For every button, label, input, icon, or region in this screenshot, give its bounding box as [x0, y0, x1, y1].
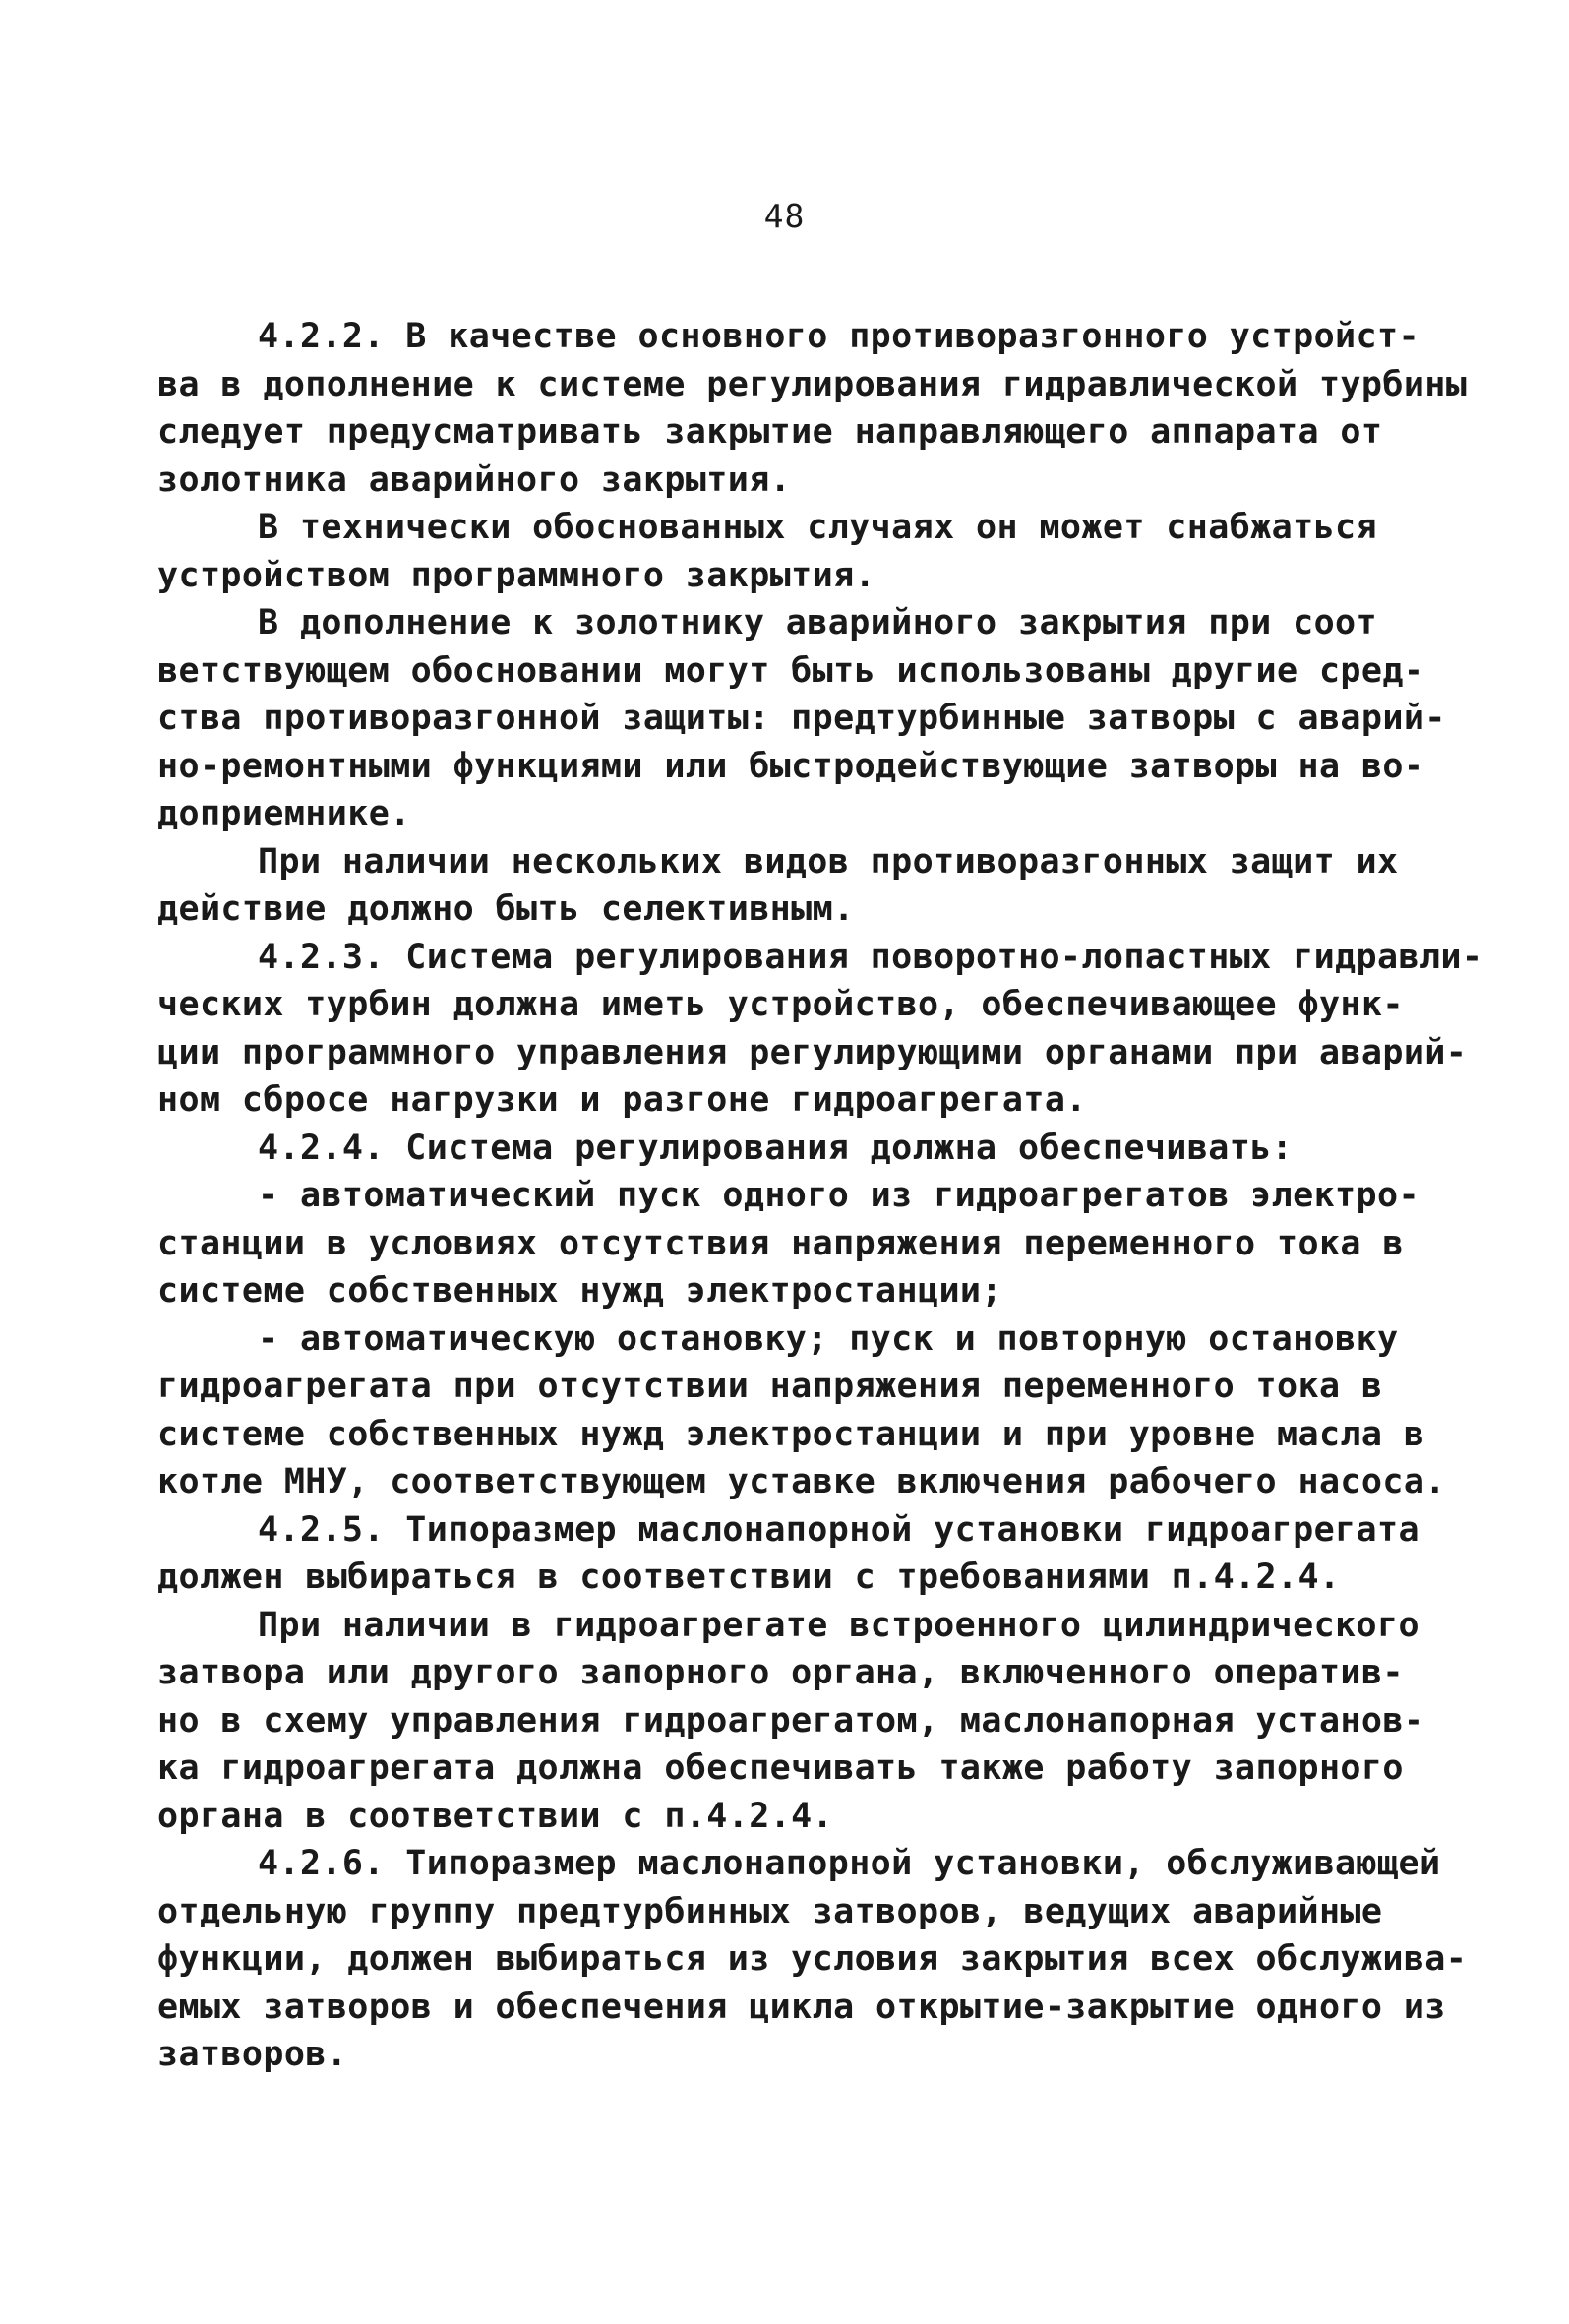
text-line: золотника аварийного закрытия. — [157, 459, 792, 500]
text-line: ва в дополнение к системе регулирования гидравлической турбины — [157, 364, 1468, 404]
text-line: доприемнике. — [157, 794, 411, 833]
text-line: - автоматический пуск одного из гидроагрегатов электро- — [258, 1176, 1419, 1215]
text-line: органа в соответствии с п.4.2.4. — [157, 1796, 834, 1836]
text-line: котле МНУ, соответствующем уставке включения рабочего насоса. — [157, 1462, 1446, 1501]
text-line: - автоматическую остановку; пуск и повторную остановку — [258, 1318, 1399, 1359]
text-line: гидроагрегата при отсутствии напряжения переменного тока в — [157, 1367, 1383, 1406]
text-line: 4.2.6. Типоразмер маслонапорной установки, обслуживающей — [258, 1844, 1441, 1883]
text-line: ции программного управления регулирующими органами при аварий- — [157, 1032, 1468, 1072]
text-line: емых затворов и обеспечения цикла открытие-закрытие одного из — [157, 1987, 1446, 2027]
text-line: затворов. — [157, 2035, 348, 2074]
text-line: ческих турбин должна иметь устройство, обеспечивающее функ- — [157, 985, 1404, 1024]
text-line: отдельную группу предтурбинных затворов, ведущих аварийные — [157, 1891, 1383, 1931]
text-line: действие должно быть селективным. — [157, 889, 855, 929]
text-line: 4.2.2. В качестве основного противоразгонного устройст- — [258, 317, 1419, 356]
text-line: В технически обоснованных случаях он может снабжаться — [258, 508, 1378, 547]
text-line: ка гидроагрегата должна обеспечивать также работу запорного — [157, 1748, 1404, 1788]
body-text — [157, 313, 1483, 2079]
text-line: 4.2.3. Система регулирования поворотно-лопастных гидравли- — [258, 937, 1483, 977]
text-line: системе собственных нужд электростанции; — [157, 1271, 1002, 1311]
text-line: но в схему управления гидроагрегатом, маслонапорная установ- — [157, 1700, 1425, 1741]
text-line: затвора или другого запорного органа, включенного оператив- — [157, 1653, 1404, 1692]
text-line: ном сбросе нагрузки и разгоне гидроагрегата. — [157, 1080, 1087, 1120]
text-line: устройством программного закрытия. — [157, 555, 876, 595]
text-line: 4.2.5. Типоразмер маслонапорной установки гидроагрегата — [258, 1509, 1419, 1550]
text-line: функции, должен выбираться из условия закрытия всех обслужива- — [157, 1939, 1468, 1979]
text-line: В дополнение к золотнику аварийного закрытия при соот — [258, 603, 1378, 642]
page-number: 48 — [763, 197, 806, 235]
text-line: но-ремонтными функциями или быстродействующие затворы на во- — [157, 746, 1425, 786]
text-line: следует предусматривать закрытие направляющего аппарата от — [157, 412, 1383, 452]
text-line: При наличии нескольких видов противоразгонных защит их — [258, 841, 1399, 882]
text-line: При наличии в гидроагрегате встроенного цилиндрического — [258, 1605, 1419, 1645]
text-line: станции в условиях отсутствия напряжения переменного тока в — [157, 1223, 1404, 1263]
text-line: ветствующем обосновании могут быть использованы другие сред- — [157, 650, 1425, 691]
text-line: системе собственных нужд электростанции и при уровне масла в — [157, 1414, 1425, 1454]
text-line: должен выбираться в соответствии с требованиями п.4.2.4. — [157, 1558, 1341, 1597]
text-line: ства противоразгонной защиты: предтурбинные затворы с аварий- — [157, 699, 1446, 738]
text-line: 4.2.4. Система регулирования должна обеспечивать: — [258, 1128, 1294, 1168]
